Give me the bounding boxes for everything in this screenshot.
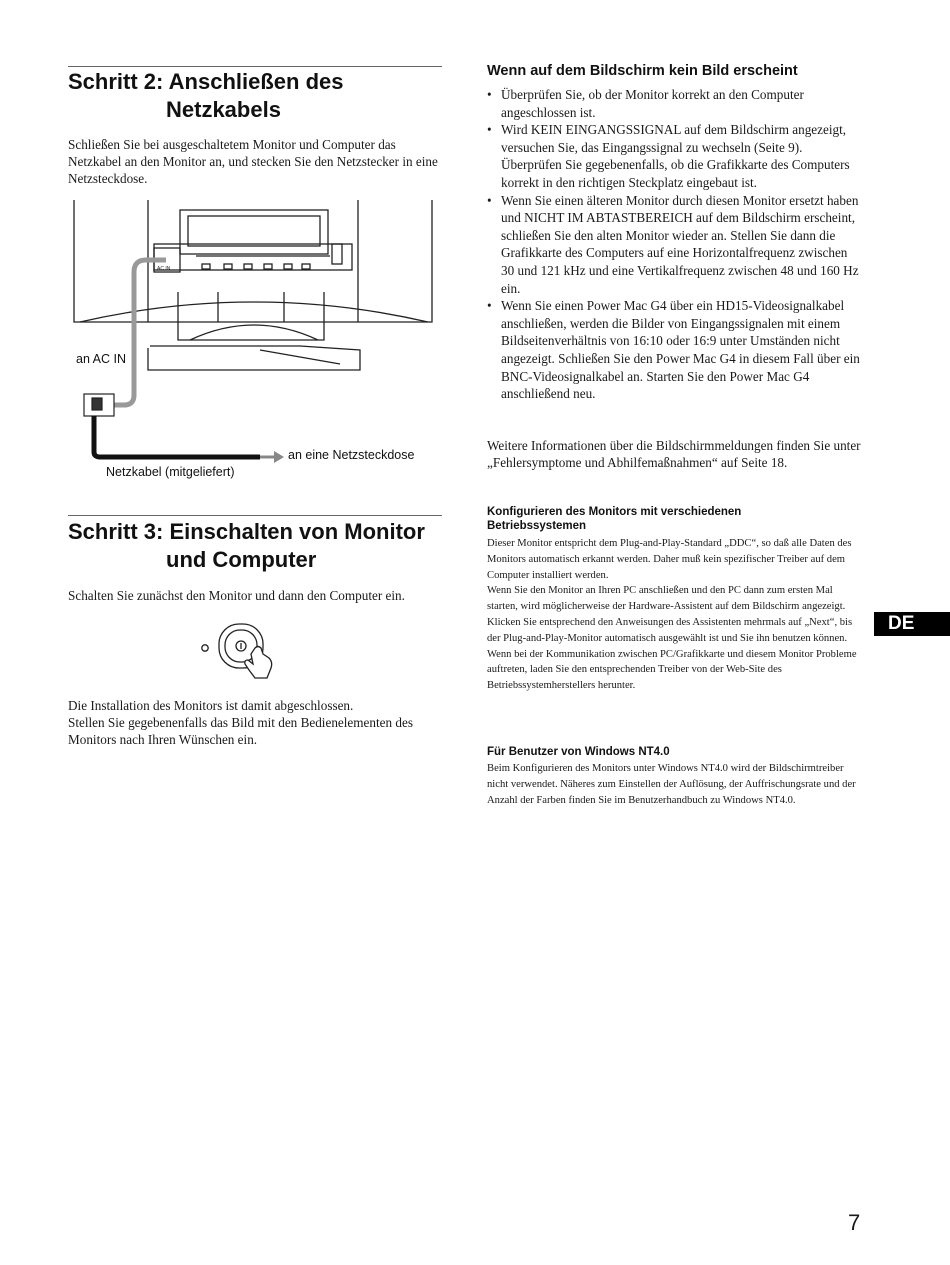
label-ac-in: an AC IN xyxy=(76,352,127,366)
config-p1: Dieser Monitor entspricht dem Plug-and-Play-Standard „DDC“, so daß alle Daten des Monitors automatisch erkannt werden. Daher muß kein spezifischer Treiber auf dem Computer installiert werden. xyxy=(487,538,852,581)
nt4-body xyxy=(487,761,863,808)
nobild-bullet: • Wenn Sie einen älteren Monitor durch diesen Monitor ersetzt haben und NICHT IM ABTASTBEREICH auf dem Bildschirm erscheint, schließen Sie den alten Monitor wieder an. Stellen Sie dann die Grafikkarte des Computers auf eine Horizontalfrequenz zwischen 30 und 121 kHz und eine Vertikalfrequenz zwischen 48 und 160 Hz ein. xyxy=(487,192,863,298)
step3-after xyxy=(68,697,442,748)
config-p2: Wenn Sie den Monitor an Ihren PC anschließen und den PC dann zum ersten Mal starten, wird möglicherweise der Hardware-Assistent auf dem Bildschirm angezeigt. Klicken Sie entsprechend den Anweisungen des Assistenten mehrmals auf „Next“, bis der Plug-and-Play-Monitor automatisch ausgewählt ist und Sie ihn benutzen können. xyxy=(487,585,853,644)
nobild-heading: Wenn auf dem Bildschirm kein Bild erscheint xyxy=(487,63,798,79)
step2-title xyxy=(68,68,343,124)
step3-title xyxy=(68,518,425,574)
nt4-body-text: Beim Konfigurieren des Monitors unter Windows NT4.0 wird der Bildschirmtreiber nicht verwendet. Näheres zum Einstellen der Auflösung, der Auffrischungsrate und der Anzahl der Farben finden Sie im Benutzerhandbuch zu Windows NT4.0. xyxy=(487,763,856,806)
config-body xyxy=(487,536,863,694)
step2-title-line1: Schritt 2: Anschließen des xyxy=(68,69,344,94)
step3-after2: Stellen Sie gegebenenfalls das Bild mit den Bedienelementen des Monitors nach Ihren Wünschen ein. xyxy=(68,715,413,747)
nobild-more-info xyxy=(487,437,863,471)
step3-body xyxy=(68,587,442,604)
step3-title-line2: und Computer xyxy=(166,547,317,572)
config-heading: Konfigurieren des Monitors mit verschiedenen Betriebssystemen xyxy=(487,506,742,532)
label-cable: Netzkabel (mitgeliefert) xyxy=(106,465,235,479)
section-rule-step3 xyxy=(68,515,442,516)
step2-body-text: Schließen Sie bei ausgeschaltetem Monitor und Computer das Netzkabel an den Monitor an, und stecken Sie den Netzstecker in eine Netzsteckdose. xyxy=(68,137,438,186)
nobild-bullet: • Wenn Sie einen Power Mac G4 über ein HD15-Videosignalkabel anschließen, werden die Bilder von Eingangssignalen mit einem Bildseitenverhältnis von 16:10 oder 16:9 unter Umständen nicht angezeigt. Schließen Sie den Power Mac G4 in diesem Fall über ein BNC-Videosignalkabel an. Starten Sie den Power Mac G4 anschließend neu. xyxy=(487,297,863,403)
power-button-icon xyxy=(195,618,295,688)
config-p3: Wenn bei der Kommunikation zwischen PC/Grafikkarte und diesem Monitor Probleme auftreten, laden Sie den entsprechenden Treiber von der Web-Site des Betriebssystemherstellers herunter. xyxy=(487,648,857,692)
monitor-rear-illustration xyxy=(70,200,440,490)
step3-body-text: Schalten Sie zunächst den Monitor und dann den Computer ein. xyxy=(68,588,405,603)
step2-title-line2: Netzkabels xyxy=(166,97,281,122)
nt4-heading: Für Benutzer von Windows NT4.0 xyxy=(487,746,670,758)
label-outlet: an eine Netzsteckdose xyxy=(288,448,415,462)
step2-body xyxy=(68,136,442,187)
step3-title-line1: Schritt 3: Einschalten von Monitor xyxy=(68,519,425,544)
language-tab: DE xyxy=(874,612,950,636)
nobild-bullet: • Überprüfen Sie, ob der Monitor korrekt an den Computer angeschlossen ist. xyxy=(487,86,863,121)
nobild-bullets xyxy=(487,86,863,403)
section-rule-step2 xyxy=(68,66,442,67)
pressing-hand-icon xyxy=(245,647,272,679)
step3-after1: Die Installation des Monitors ist damit abgeschlossen. xyxy=(68,698,354,713)
svg-text:AC IN: AC IN xyxy=(157,266,171,272)
page-number: 7 xyxy=(848,1210,861,1235)
nobild-bullet: • Wird KEIN EINGANGSSIGNAL auf dem Bildschirm angezeigt, versuchen Sie, das Eingangssignal zu wechseln (Seite 9). Überprüfen Sie gegebenenfalls, ob die Grafikkarte des Computers korrekt in den richtigen Steckplatz eingebaut ist. xyxy=(487,121,863,191)
nobild-more-info-text: Weitere Informationen über die Bildschirmmeldungen finden Sie unter „Fehlersymptome und Abhilfemaßnahmen“ auf Seite 18. xyxy=(487,438,861,470)
